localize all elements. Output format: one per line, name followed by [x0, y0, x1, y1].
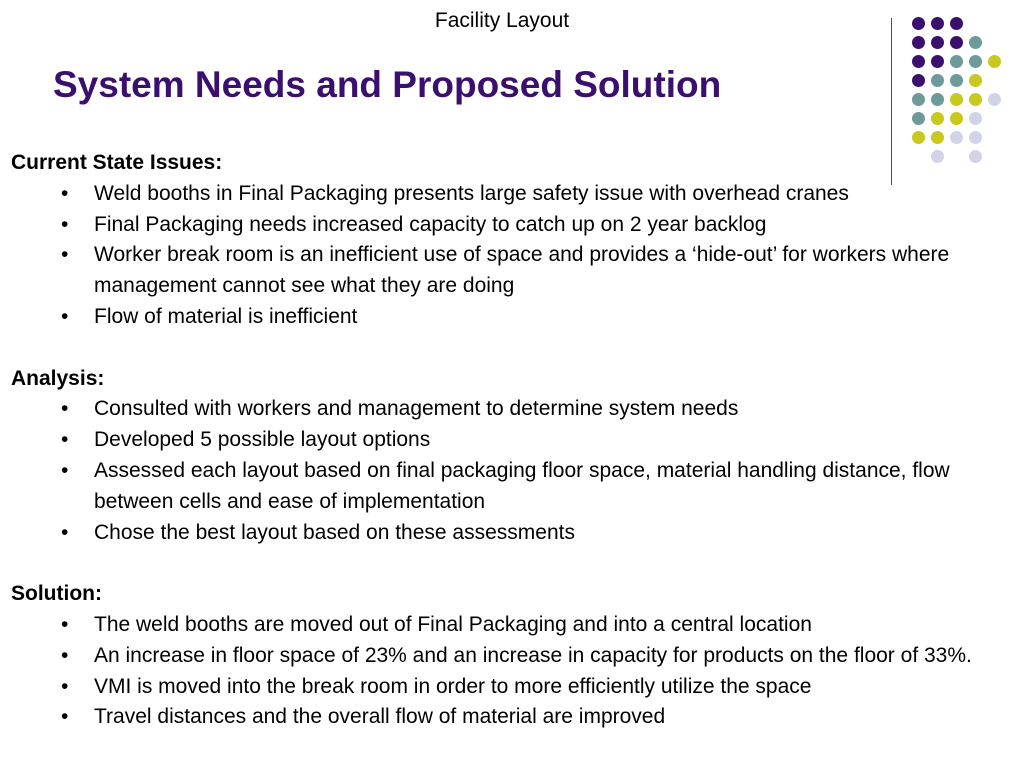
decorative-dot — [969, 93, 982, 106]
section-solution — [11, 579, 1019, 733]
decorative-dot — [950, 93, 963, 106]
bullet-item — [11, 518, 1019, 549]
bullet-mark: • — [61, 397, 69, 421]
decorative-dot — [969, 131, 982, 144]
bullet-item — [11, 240, 1019, 302]
bullet-item — [11, 702, 1019, 733]
bullet-text: Weld booths in Final Packaging presents large safety issue with overhead cranes — [94, 181, 849, 205]
decorative-dot — [931, 93, 944, 106]
bullet-mark: • — [61, 643, 69, 667]
bullet-text: Travel distances and the overall flow of material are improved — [94, 705, 666, 729]
bullet-mark: • — [61, 428, 69, 452]
bullet-item — [11, 179, 1019, 210]
bullet-text: An increase in floor space of 23% and an increase in capacity for products on the floor of 33%. — [94, 643, 972, 667]
bullet-item — [11, 394, 1019, 425]
bullet-item — [11, 610, 1019, 641]
decorative-dot — [931, 55, 944, 68]
decorative-dot — [912, 36, 925, 49]
section-analysis — [11, 364, 1019, 549]
bullet-mark: • — [61, 243, 69, 267]
header-label: Facility Layout — [434, 9, 570, 32]
decorative-dot — [969, 55, 982, 68]
decorative-dot — [931, 17, 944, 30]
bullet-text: Flow of material is inefficient — [94, 304, 358, 328]
bullet-list — [11, 610, 1019, 733]
bullet-mark: • — [61, 520, 69, 544]
bullet-text: VMI is moved into the break room in order to more efficiently utilize the space — [94, 674, 812, 698]
slide-title: System Needs and Proposed Solution — [53, 64, 722, 105]
bullet-item — [11, 210, 1019, 241]
decorative-dot — [912, 74, 925, 87]
decorative-dot — [969, 74, 982, 87]
decorative-dot — [950, 55, 963, 68]
section-heading: Analysis: — [11, 366, 105, 390]
bullet-mark: • — [61, 458, 69, 482]
bullet-list — [11, 394, 1019, 548]
bullet-list — [11, 179, 1019, 333]
decorative-dot — [950, 112, 963, 125]
bullet-item — [11, 425, 1019, 456]
decorative-dot — [950, 131, 963, 144]
section-spacer — [11, 333, 1019, 364]
bullet-item — [11, 456, 1019, 518]
decorative-dot — [950, 74, 963, 87]
decorative-dot — [931, 112, 944, 125]
bullet-text: Chose the best layout based on these assessments — [94, 520, 575, 544]
section-current-state — [11, 148, 1019, 333]
bullet-mark: • — [61, 304, 69, 328]
decorative-dot — [969, 112, 982, 125]
bullet-item — [11, 641, 1019, 672]
decorative-dot — [931, 74, 944, 87]
bullet-item — [11, 672, 1019, 703]
decorative-dot — [931, 36, 944, 49]
section-spacer — [11, 548, 1019, 579]
decorative-dot — [988, 55, 1001, 68]
decorative-dot — [988, 93, 1001, 106]
bullet-mark: • — [61, 674, 69, 698]
decorative-dot — [912, 55, 925, 68]
bullet-text: The weld booths are moved out of Final Packaging and into a central location — [94, 612, 812, 636]
slide-body — [11, 148, 1019, 733]
bullet-mark: • — [61, 705, 69, 729]
decorative-dot — [969, 36, 982, 49]
decorative-dot — [950, 36, 963, 49]
bullet-mark: • — [61, 212, 69, 236]
bullet-text: Worker break room is an inefficient use of space and provides a ‘hide-out’ for workers where management cannot see what they are doing — [94, 243, 950, 298]
bullet-mark: • — [61, 612, 69, 636]
decorative-dot — [950, 17, 963, 30]
bullet-text: Developed 5 possible layout options — [94, 428, 431, 452]
bullet-text: Final Packaging needs increased capacity to catch up on 2 year backlog — [94, 212, 767, 236]
bullet-text: Assessed each layout based on final packaging floor space, material handling distance, flow between cells and ease of implementation — [94, 458, 950, 513]
decorative-dot — [912, 131, 925, 144]
bullet-item — [11, 302, 1019, 333]
section-heading: Solution: — [11, 582, 102, 606]
decorative-dot — [912, 112, 925, 125]
decorative-dot — [912, 93, 925, 106]
bullet-mark: • — [61, 181, 69, 205]
section-heading: Current State Issues: — [11, 151, 223, 174]
decorative-dot — [912, 17, 925, 30]
bullet-text: Consulted with workers and management to determine system needs — [94, 397, 739, 421]
decorative-dot — [931, 131, 944, 144]
